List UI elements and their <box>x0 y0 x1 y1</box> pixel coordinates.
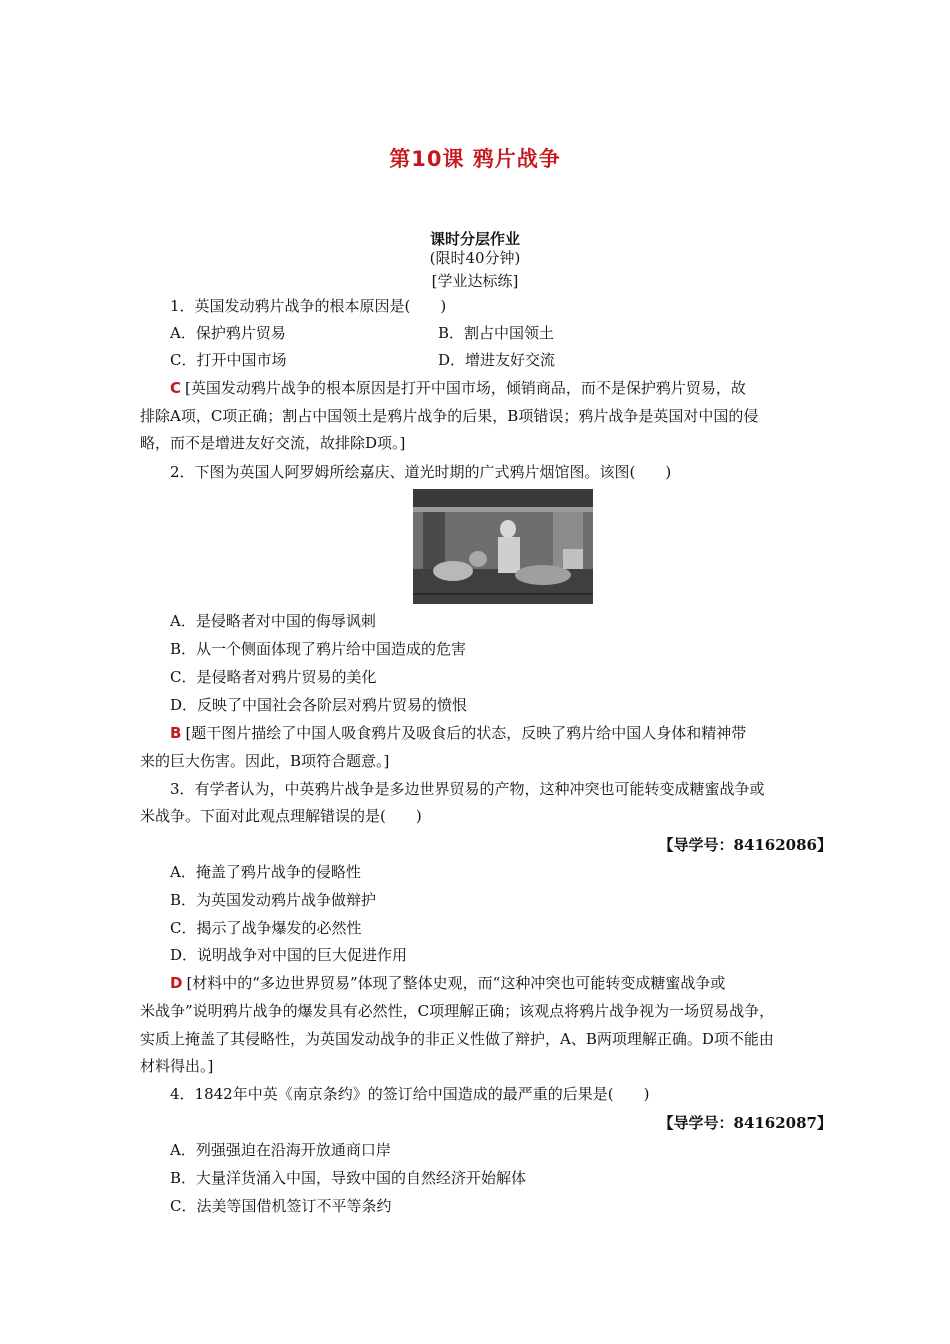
q2-option-a: A．是侵略者对中国的侮辱讽刺 <box>170 612 376 630</box>
q1-explanation-line-3: 略，而不是增进友好交流，故排除D项。] <box>140 434 406 452</box>
q3-option-d: D．说明战争对中国的巨大促进作用 <box>170 946 408 964</box>
time-limit: (限时40分钟) <box>429 249 521 267</box>
q2-option-d: D．反映了中国社会各阶层对鸦片贸易的愤恨 <box>170 696 468 714</box>
q2-option-c: C．是侵略者对鸦片贸易的美化 <box>170 668 377 686</box>
q1-explanation-line-2: 排除A项，C项正确；割占中国领土是鸦片战争的后果，B项错误；鸦片战争是英国对中国的侵 <box>140 407 759 425</box>
opium-den-engraving-icon <box>413 489 593 604</box>
q4-option-b: B．大量洋货涌入中国，导致中国的自然经济开始解体 <box>170 1169 527 1187</box>
q2-explanation-line-1: B [题干图片描绘了中国人吸食鸦片及吸食后的状态，反映了鸦片给中国人身体和精神带 <box>170 724 747 742</box>
q3-explanation-line-2: 米战争”说明鸦片战争的爆发具有必然性，C项理解正确；该观点将鸦片战争视为一场贸易战争， <box>140 1002 775 1020</box>
q3-answer: D <box>170 974 183 992</box>
q3-explanation-line-1: D [材料中的“多边世界贸易”体现了整体史观，而“这种冲突也可能转变成糖蜜战争或 <box>170 974 726 992</box>
q4-guide-number: 【导学号：84162087】 <box>658 1114 832 1132</box>
q2-answer: B <box>170 724 182 742</box>
q2-stem: 2．下图为英国人阿罗姆所绘嘉庆、道光时期的广式鸦片烟馆图。该图( ) <box>170 463 672 481</box>
page-subtitle: 课时分层作业 <box>429 230 520 248</box>
q4-option-c: C．法美等国借机签订不平等条约 <box>170 1197 392 1215</box>
q4-stem: 4．1842年中英《南京条约》的签订给中国造成的最严重的后果是( ) <box>170 1085 650 1103</box>
q1-option-b: B．割占中国领土 <box>438 324 555 342</box>
q3-explanation-line-4: 材料得出。] <box>140 1057 214 1075</box>
q2-option-b: B．从一个侧面体现了鸦片给中国造成的危害 <box>170 640 467 658</box>
page-title: 第10课 鸦片战争 <box>389 147 561 171</box>
q1-stem: 1．英国发动鸦片战争的根本原因是( ) <box>170 297 447 315</box>
q3-option-c: C．揭示了战争爆发的必然性 <box>170 919 362 937</box>
q2-explanation-line-2: 来的巨大伤害。因此，B项符合题意。] <box>140 752 390 770</box>
q1-answer: C <box>170 379 182 397</box>
q3-stem-line-2: 米战争。下面对此观点理解错误的是( ) <box>140 807 422 825</box>
q3-stem-line-1: 3．有学者认为，中英鸦片战争是多边世界贸易的产物，这种冲突也可能转变成糖蜜战争或 <box>170 780 765 798</box>
q3-guide-number: 【导学号：84162086】 <box>658 836 832 854</box>
q1-option-c: C．打开中国市场 <box>170 351 287 369</box>
q3-option-b: B．为英国发动鸦片战争做辩护 <box>170 891 377 909</box>
section-heading: [学业达标练] <box>431 272 519 290</box>
q3-explanation-line-3: 实质上掩盖了其侵略性，为英国发动战争的非正义性做了辩护，A、B两项理解正确。D项不能由 <box>140 1030 774 1048</box>
q3-option-a: A．掩盖了鸦片战争的侵略性 <box>170 863 361 881</box>
q4-option-a: A．列强强迫在沿海开放通商口岸 <box>170 1141 391 1159</box>
q1-option-d: D．增进友好交流 <box>438 351 556 369</box>
q1-explanation-line-1: C [英国发动鸦片战争的根本原因是打开中国市场，倾销商品，而不是保护鸦片贸易，故 <box>170 379 746 397</box>
q1-option-a: A．保护鸦片贸易 <box>170 324 286 342</box>
